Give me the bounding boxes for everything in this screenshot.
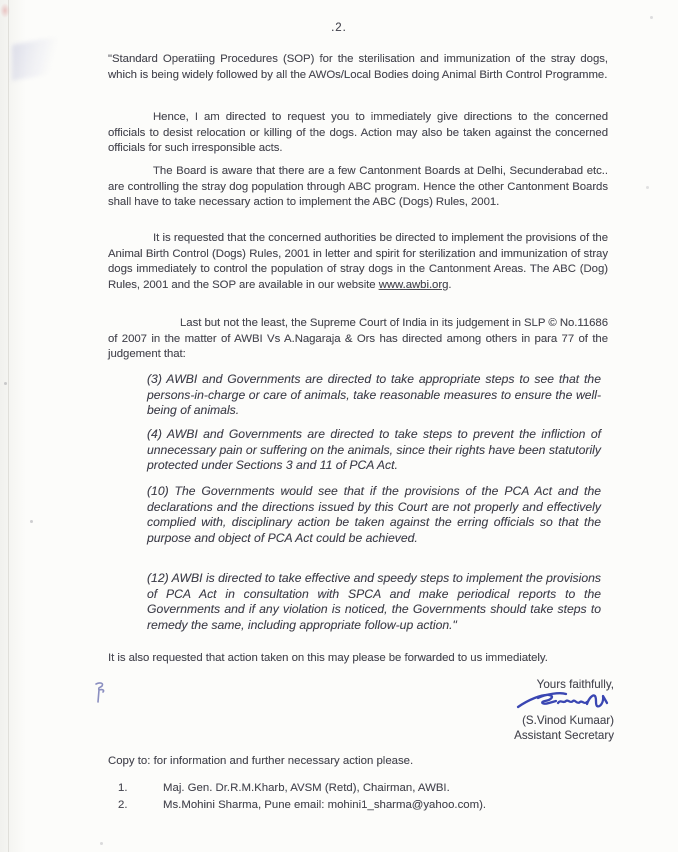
quote-text: (12) AWBI is directed to take effective and speedy steps to implement the provisions of PCA Act in consultation with SPCA and make periodical reports to the Governments and if any violation is noticed, the Governments should take steps to remedy the same, including appropriate follow-up action." [147, 571, 601, 632]
ink-mark [90, 680, 110, 715]
valediction: Yours faithfully, [536, 678, 614, 691]
paragraph-text: Last but not the least, the Supreme Court of India in its judgement in SLP © No.11686 of 2007 in the matter of AWBI Vs A.Nagaraja & Ors has directed among others in para 77 of the judgement that: [108, 317, 608, 361]
paragraph-text: Hence, I am directed to request you to immediately give directions to the concerned officials to desist relocation or killing of the dogs. Action may also be taken against the concerned officials for such irresponsible acts. [108, 111, 608, 155]
signature-block [514, 677, 614, 744]
signatory-title: Assistant Secretary [514, 729, 614, 742]
paragraph-abc-rules [108, 231, 608, 293]
list-item-number: 2. [118, 799, 128, 812]
signatory-name: (S.Vinod Kumaar) [522, 713, 614, 727]
scan-shade [12, 35, 66, 81]
paragraph-sop [108, 52, 608, 83]
list-item [118, 797, 486, 814]
copy-to-heading: Copy to: for information and further necessary action please. [108, 755, 414, 767]
page-number: .2. [331, 22, 347, 34]
scan-speck [646, 186, 649, 189]
list-item-number: 1. [118, 782, 128, 794]
scan-speck [30, 520, 33, 523]
scan-speck [4, 382, 7, 385]
quote-text: (3) AWBI and Governments are directed to take appropriate steps to see that the persons-in-charge or care of animals, take reasonable measures to ensure the well-being of animals. [147, 372, 601, 418]
judgement-quote-3 [147, 372, 601, 419]
quote-text: (4) AWBI and Governments are directed to take steps to prevent the infliction of unnecessary pain or suffering on the animals, since their rights have been statutorily protected under Sections 3 and 11 of PCA Act. [147, 427, 601, 473]
judgement-quote-12 [147, 571, 601, 633]
quote-text: (10) The Governments would see that if the provisions of the PCA Act and the declarations and the directions issued by this Court are not properly and effectively complied with, disciplinary action be taken against the erring officials so that the purpose and object of PCA Act could be achieved. [147, 484, 601, 545]
scan-speck [100, 842, 103, 845]
scan-speck [0, 3, 10, 18]
judgement-quote-10 [147, 484, 601, 546]
paragraph-text: "Standard Operatiing Procedures (SOP) for the sterilisation and immunization of the stray dogs, which is being widely followed by all the AWOs/Local Bodies doing Animal Birth Control Programme. [108, 53, 608, 81]
scan-speck [650, 16, 653, 19]
paragraph-supreme-court [108, 316, 608, 363]
closing-request-line: It is also requested that action taken on this may please be forwarded to us immediately. [108, 652, 548, 664]
paragraph-text: . [448, 278, 452, 291]
paragraph-text: The Board is aware that there are a few Cantonment Boards at Delhi, Secunderabad etc.. are controlling the stray dog population through ABC program. Hence the other Cantonment Boards shall have to take necessary action to implement the ABC (Dogs) Rules, 2001. [108, 165, 608, 209]
scan-fold-line [8, 0, 9, 852]
list-item-text: Ms.Mohini Sharma, Pune email: mohini1_sharma@yahoo.com). [163, 799, 487, 812]
list-item-text: Maj. Gen. Dr.R.M.Kharb, AVSM (Retd), Chairman, AWBI. [163, 782, 450, 794]
list-item [118, 780, 486, 797]
awbi-website-link[interactable]: www.awbi.org [378, 278, 449, 291]
paragraph-cantonment-boards [108, 164, 608, 211]
paragraph-text: It is requested that the concerned authorities be directed to implement the provisions of the Animal Birth Control (Dogs) Rules, 2001 in letter and spirit for sterilization and immunization of stray dogs immediately to control the population of stray dogs in the Cantonment Areas. The ABC (Dog) Rules, 2001 and the SOP are available in our website [108, 232, 608, 291]
copy-to-list [118, 780, 486, 814]
paragraph-directions [108, 110, 608, 157]
judgement-quote-4 [147, 427, 601, 474]
